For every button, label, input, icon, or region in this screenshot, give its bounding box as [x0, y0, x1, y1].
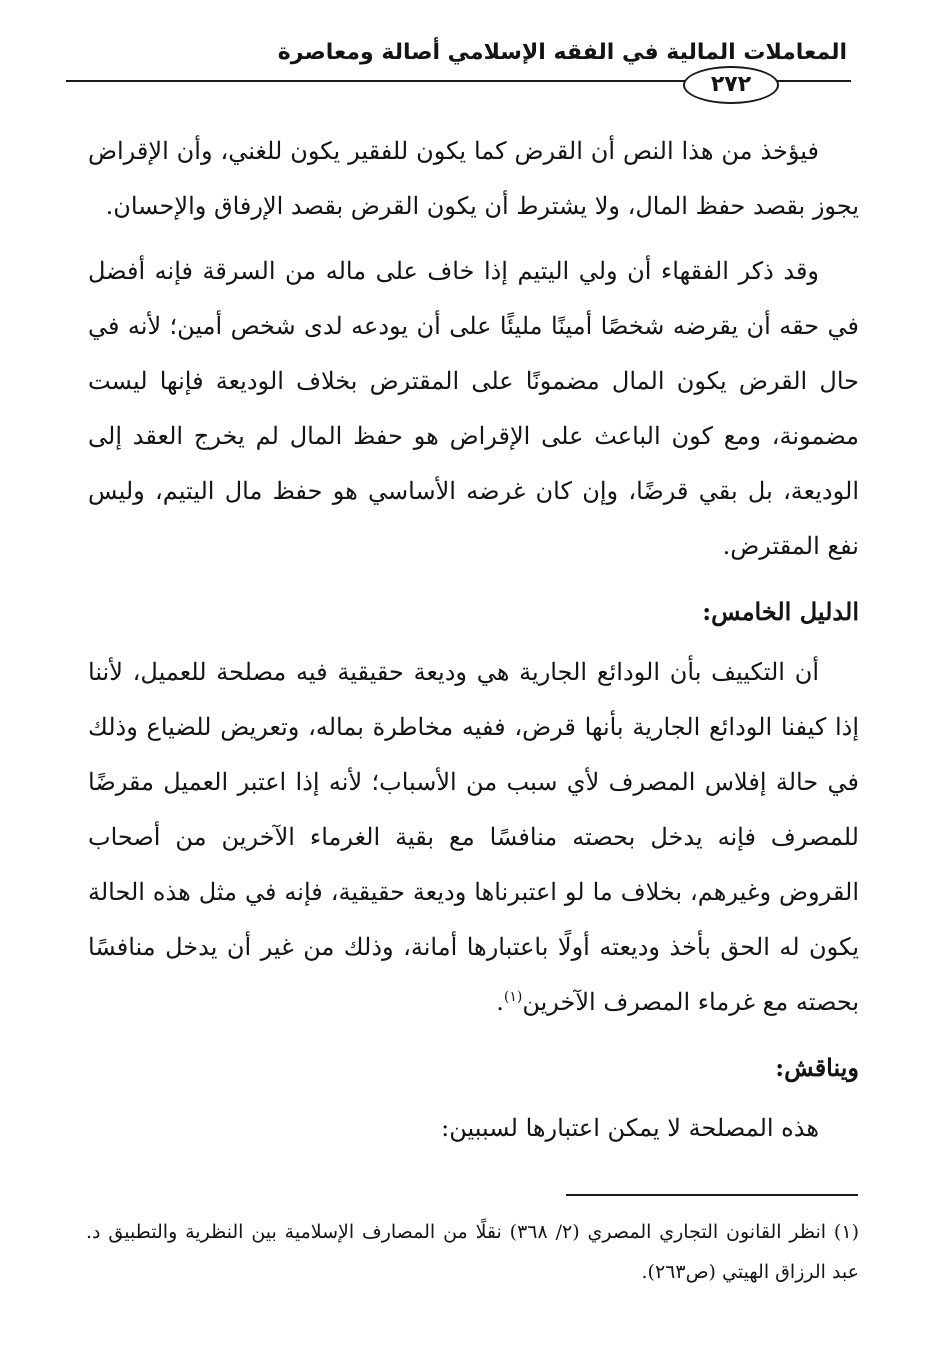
heading-fifth-evidence: الدليل الخامس: — [702, 597, 859, 626]
paragraph-4: هذه المصلحة لا يمكن اعتبارها لسببين: — [441, 1114, 819, 1142]
paragraph-1: فيؤخذ من هذا النص أن القرض كما يكون للفقير يكون للغني، وأن الإقراض يجوز بقصد حفظ المال، ولا يشترط أن يكون القرض بقصد الإرفاق والإحسان. — [88, 137, 859, 220]
footnotes — [86, 1212, 859, 1292]
footnote-reference: (١) — [503, 989, 523, 1005]
page-number-badge: ٢٧٢ — [683, 66, 779, 104]
page-body — [88, 124, 859, 1156]
footnote-item — [86, 1212, 859, 1292]
paragraph-3-text: أن التكييف بأن الودائع الجارية هي وديعة حقيقية فيه مصلحة للعميل، لأننا إذا كيفنا الودائع الجارية بأنها قرض، ففيه مخاطرة بماله، وتعريض للضياع وذلك في حالة إفلاس المصرف لأي سبب من الأسباب؛ لأنه إذا اعتبر العميل مقرضًا للمصرف فإنه يدخل بحصته منافسًا مع بقية الغرماء الآخرين من أصحاب القروض وغيرهم، بخلاف ما لو اعتبرناها وديعة حقيقية، فإنه في مثل هذه الحالة يكون له الحق بأخذ وديعته أولًا باعتبارها أمانة، وذلك من غير أن يدخل منافسًا بحصته مع غرماء المصرف الآخرين — [88, 658, 859, 1016]
paragraph-2: وقد ذكر الفقهاء أن ولي اليتيم إذا خاف على ماله من السرقة فإنه أفضل في حقه أن يقرضه شخصًا أمينًا مليئًا على أن يودعه لدى شخص أمين؛ لأنه في حال القرض يكون المال مضمونًا على المقترض بخلاف الوديعة فإنها ليست مضمونة، ومع كون الباعث على الإقراض هو حفظ المال لم يخرج العقد إلى الوديعة، بل بقي قرضًا، وإن كان غرضه الأساسي هو حفظ مال اليتيم، وليس نفع المقترض. — [88, 257, 859, 560]
footnote-marker: (١) — [833, 1221, 859, 1243]
paragraph-3-end: . — [496, 988, 504, 1016]
footnote-separator — [566, 1194, 858, 1196]
footnote-text: انظر القانون التجاري المصري (٢/ ٣٦٨) نقلًا من المصارف الإسلامية بين النظرية والتطبيق د. عبد الرزاق الهيتي (ص٢٦٣). — [86, 1221, 859, 1283]
paragraph-3 — [88, 645, 859, 1030]
running-header-title: المعاملات المالية في الفقه الإسلامي أصالة ومعاصرة — [277, 40, 847, 65]
heading-discussion: ويناقش: — [775, 1053, 859, 1082]
